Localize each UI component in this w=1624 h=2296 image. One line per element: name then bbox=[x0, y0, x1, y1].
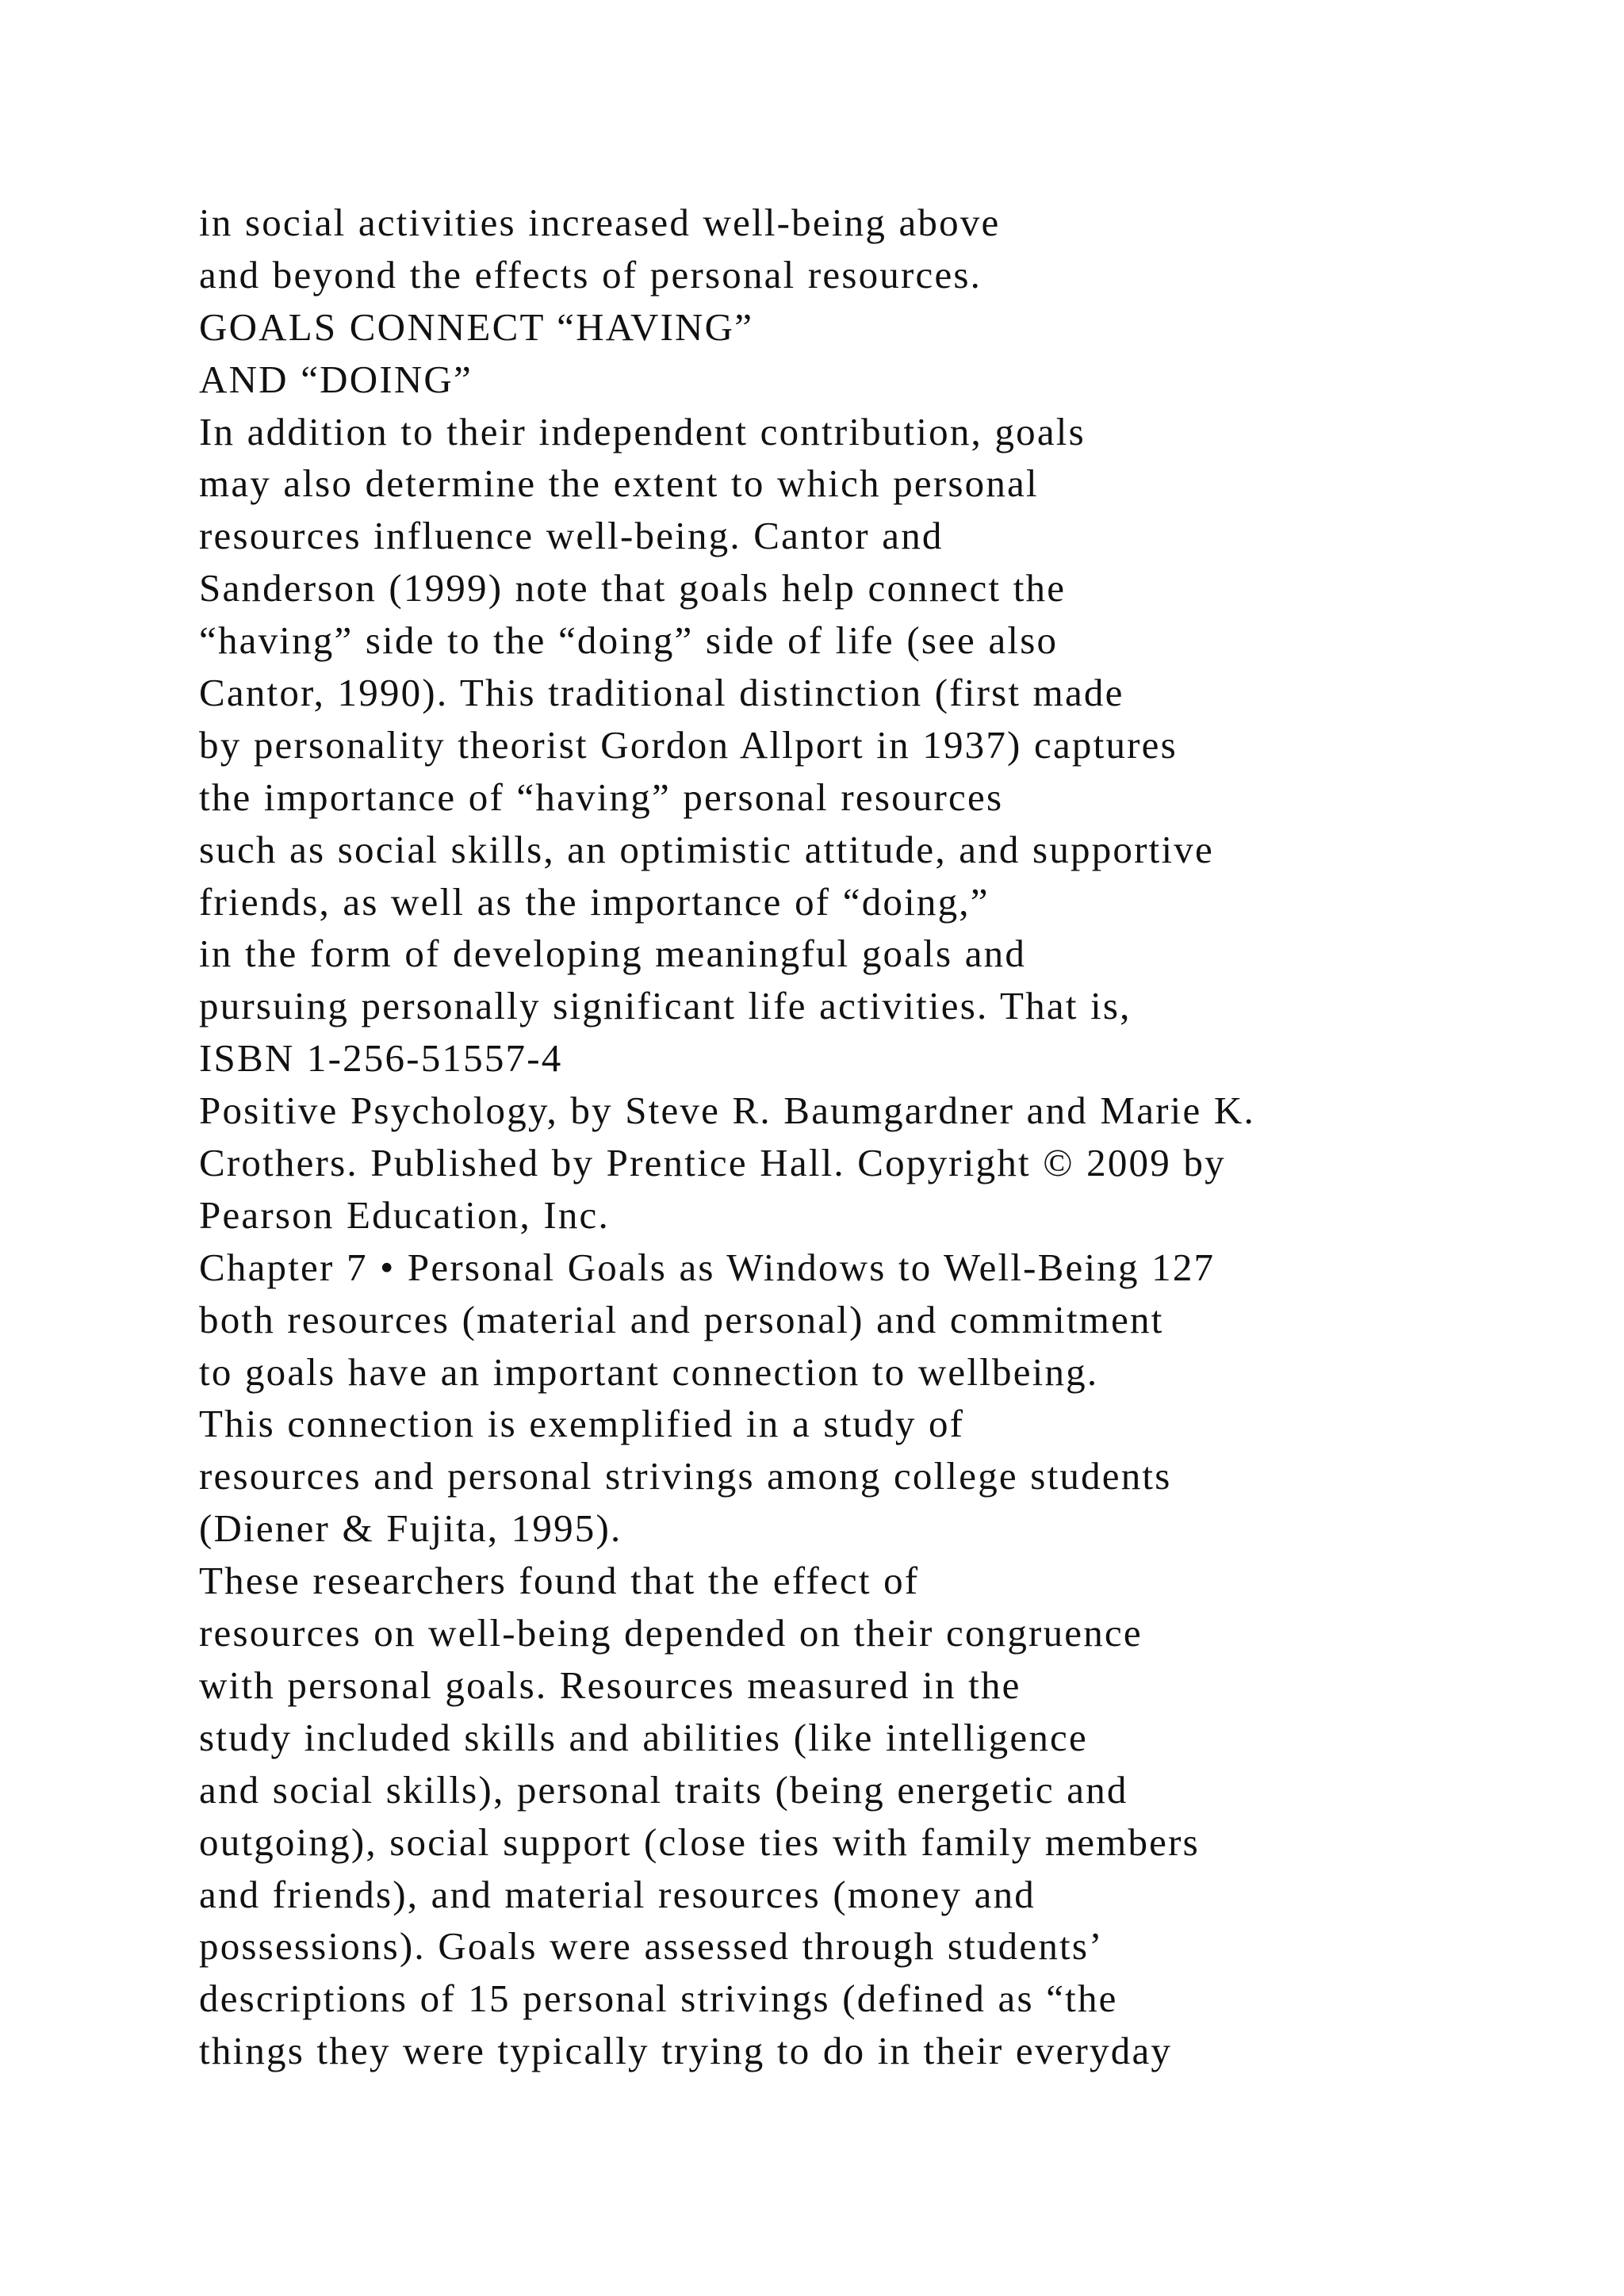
copyright-line: Positive Psychology, by Steve R. Baumgardner and Marie K. bbox=[199, 1089, 1255, 1133]
text-line: may also determine the extent to which personal bbox=[199, 461, 1039, 506]
isbn-line: ISBN 1-256-51557-4 bbox=[199, 1036, 563, 1081]
text-line: both resources (material and personal) and commitment bbox=[199, 1297, 1164, 1341]
text-line: These researchers found that the effect of bbox=[199, 1559, 920, 1603]
text-line: Sanderson (1999) note that goals help connect the bbox=[199, 566, 1067, 610]
text-line: descriptions of 15 personal strivings (defined as “the bbox=[199, 1976, 1118, 2021]
text-line: and beyond the effects of personal resources. bbox=[199, 252, 982, 297]
text-line: In addition to their independent contribution, goals bbox=[199, 409, 1086, 453]
copyright-line: Crothers. Published by Prentice Hall. Copyright © 2009 by bbox=[199, 1141, 1226, 1185]
text-line: friends, as well as the importance of “doing,” bbox=[199, 879, 990, 924]
text-line: and social skills), personal traits (being energetic and bbox=[199, 1767, 1128, 1812]
text-line: things they were typically trying to do in their everyday bbox=[199, 2029, 1173, 2073]
text-line: This connection is exemplified in a study of bbox=[199, 1402, 965, 1446]
text-line: the importance of “having” personal resources bbox=[199, 775, 1004, 819]
text-line: and friends), and material resources (money and bbox=[199, 1872, 1036, 1916]
section-heading: AND “DOING” bbox=[199, 357, 473, 401]
text-line: in social activities increased well-being above bbox=[199, 201, 1001, 244]
text-line: resources influence well-being. Cantor and bbox=[199, 514, 944, 558]
text-line: resources on well-being depended on their congruence bbox=[199, 1611, 1143, 1655]
text-line: with personal goals. Resources measured in the bbox=[199, 1663, 1021, 1707]
text-line: in the form of developing meaningful goals and bbox=[199, 932, 1027, 976]
text-line: pursuing personally significant life activities. That is, bbox=[199, 984, 1132, 1028]
text-line: such as social skills, an optimistic attitude, and supportive bbox=[199, 827, 1214, 871]
text-line: outgoing), social support (close ties with family members bbox=[199, 1820, 1200, 1864]
text-line: “having” side to the “doing” side of life (see also bbox=[199, 618, 1059, 663]
text-line: to goals have an important connection to wellbeing. bbox=[199, 1349, 1099, 1394]
text-line: resources and personal strivings among college students bbox=[199, 1454, 1172, 1498]
text-line: study included skills and abilities (like intelligence bbox=[199, 1715, 1088, 1759]
text-line: by personality theorist Gordon Allport in 1937) captures bbox=[199, 722, 1178, 767]
text-line: Cantor, 1990). This traditional distinction (first made bbox=[199, 671, 1124, 715]
copyright-line: Pearson Education, Inc. bbox=[199, 1192, 610, 1237]
chapter-header: Chapter 7 • Personal Goals as Windows to Well-Being 127 bbox=[199, 1245, 1216, 1289]
section-heading: GOALS CONNECT “HAVING” bbox=[199, 304, 754, 349]
text-line: possessions). Goals were assessed through students’ bbox=[199, 1924, 1104, 1969]
document-text bbox=[199, 197, 1595, 2077]
text-line: (Diener & Fujita, 1995). bbox=[199, 1506, 622, 1551]
